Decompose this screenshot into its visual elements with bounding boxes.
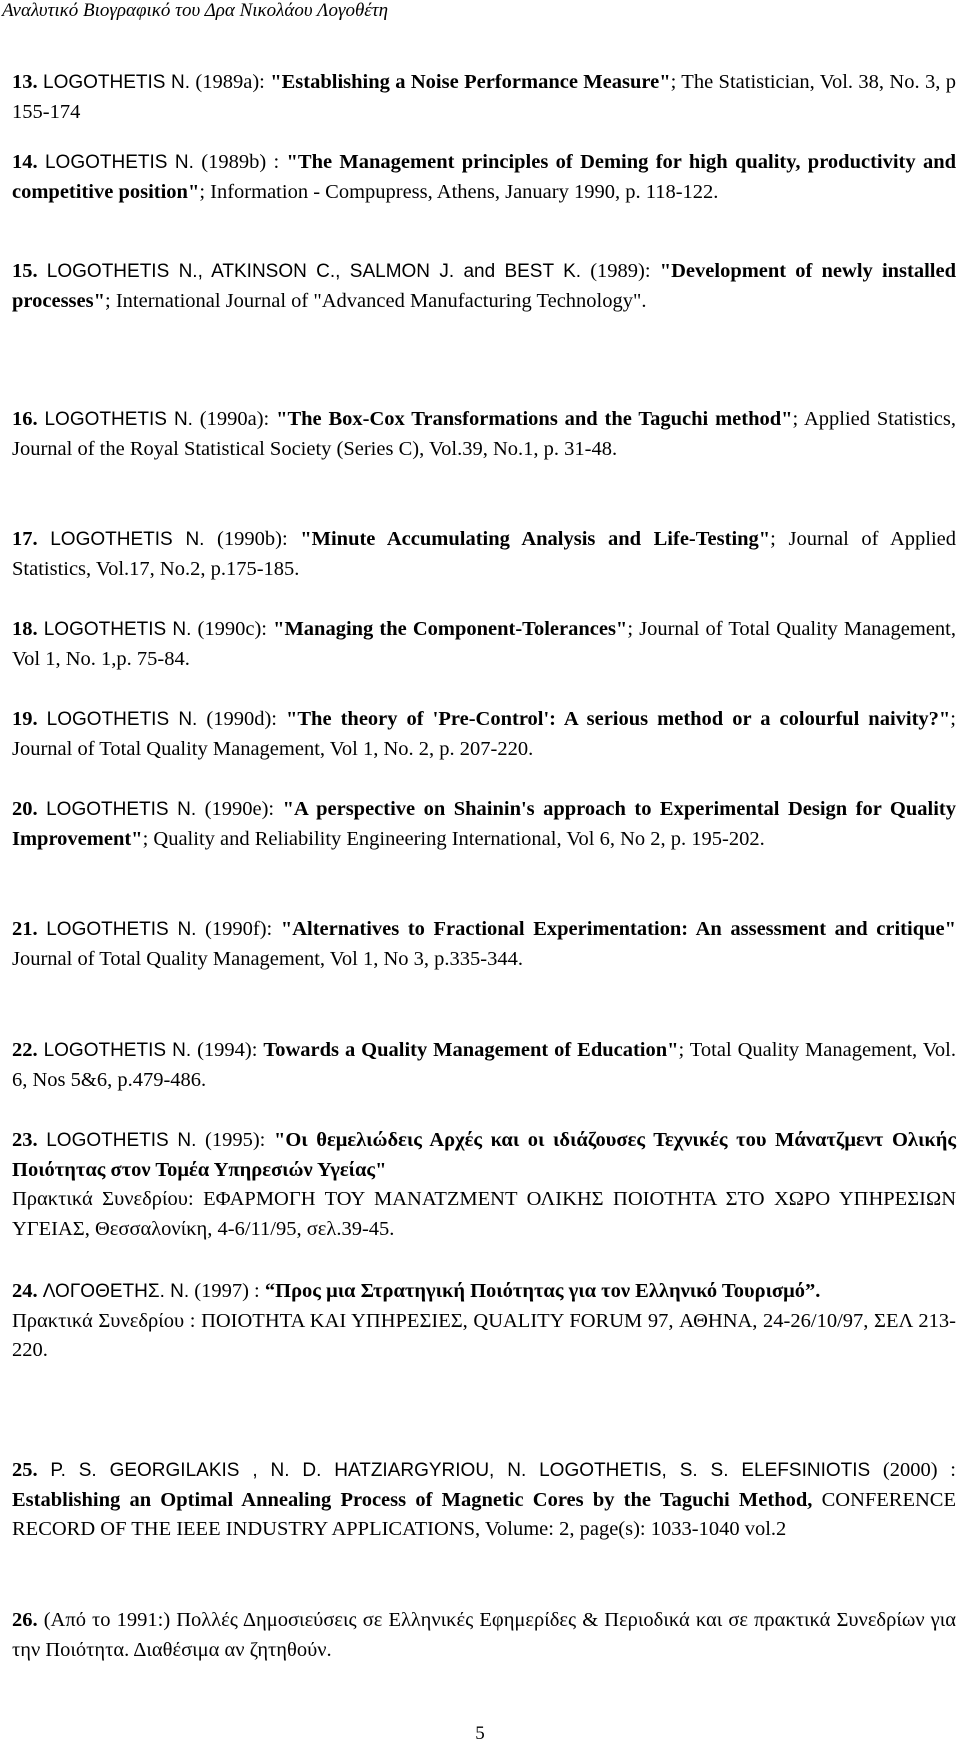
reference-number: 18.	[12, 618, 38, 640]
reference-year: (1990e):	[196, 798, 283, 820]
reference-year: (1989b) :	[193, 151, 287, 173]
reference-item	[12, 615, 956, 674]
reference-title: Establishing an Optimal Annealing Process of Magnetic Cores by the Taguchi Method,	[12, 1488, 813, 1511]
reference-number: 24.	[12, 1280, 38, 1302]
reference-source: ; International Journal of "Advanced Manufacturing Technology".	[105, 289, 647, 312]
reference-item	[12, 1277, 956, 1366]
reference-number: 15.	[12, 260, 38, 282]
reference-authors: LOGOTHETIS N.	[50, 529, 205, 550]
reference-item	[12, 795, 956, 854]
reference-year: (1990d):	[197, 708, 286, 730]
reference-number: 16.	[12, 408, 38, 430]
reference-number: 19.	[12, 708, 38, 730]
reference-proceedings: Πρακτικά Συνεδρίου : ΠΟΙΟΤΗΤΑ ΚΑΙ ΥΠΗΡΕΣΙΕΣ, QUALITY FORUM 97, ΑΘΗΝΑ, 24-26/10/97, ΣΕΛ 213-220.	[12, 1309, 956, 1361]
reference-authors: LOGOTHETIS N.	[46, 709, 198, 730]
reference-source: CONFERENCE RECORD OF THE IEEE INDUSTRY APPLICATIONS, Volume: 2, page(s): 1033-1040 vol.2	[12, 1488, 956, 1540]
reference-item	[12, 1456, 956, 1545]
reference-source: ; Applied Statistics, Journal of the Royal Statistical Society (Series C), Vol.39, No.1, p. 31-48.	[12, 408, 956, 460]
reference-title: "The theory of 'Pre-Control': A serious method or a colourful naivity?"	[286, 708, 951, 730]
reference-source: ; Journal of Total Quality Management, Vol 1, No. 1,p. 75-84.	[12, 618, 956, 670]
reference-authors: LOGOTHETIS N.	[43, 619, 192, 640]
reference-year: (1994):	[191, 1039, 264, 1061]
reference-authors: LOGOTHETIS N.	[46, 1130, 197, 1151]
reference-source: ; Journal of Total Quality Management, Vol 1, No. 2, p. 207-220.	[12, 708, 956, 760]
reference-number: 22.	[12, 1039, 38, 1061]
reference-number: 25.	[12, 1459, 38, 1481]
reference-authors: LOGOTHETIS N.	[46, 799, 197, 820]
reference-authors: LOGOTHETIS N.	[43, 1040, 192, 1061]
reference-title: "The Box-Cox Transformations and the Taguchi method"	[276, 408, 793, 430]
reference-year: (1989a):	[190, 71, 271, 93]
reference-number: 13.	[12, 71, 38, 93]
reference-title: "Οι θεμελιώδεις Αρχές και οι ιδιάζουσες Τεχνικές του Μάνατζμεντ Ολικής Ποιότητας στον Τομέα Υπηρεσιών Υγείας"	[12, 1129, 956, 1181]
reference-number: 23.	[12, 1129, 38, 1151]
reference-item	[12, 1606, 956, 1665]
reference-year: (2000) :	[870, 1459, 956, 1481]
reference-year: (1995):	[196, 1129, 274, 1151]
reference-authors: LOGOTHETIS N., ATKINSON C., SALMON J. and BEST K.	[46, 261, 582, 282]
reference-title: "Minute Accumulating Analysis and Life-Testing"	[300, 528, 771, 550]
page-number: 5	[475, 1723, 485, 1744]
reference-title: "A perspective on Shainin's approach to Experimental Design for Quality Improvement"	[12, 798, 956, 850]
reference-number: 20.	[12, 798, 38, 820]
reference-authors: LOGOTHETIS N.	[44, 409, 193, 430]
reference-title: "Establishing a Noise Performance Measure"	[270, 71, 671, 93]
reference-number: 17.	[12, 528, 38, 550]
reference-authors: LOGOTHETIS N.	[44, 152, 194, 173]
reference-item	[12, 1126, 956, 1244]
reference-item	[12, 68, 956, 127]
reference-source: ; Total Quality Management, Vol. 6, Nos 5&6, p.479-486.	[12, 1039, 956, 1091]
reference-source: ; Information - Compupress, Athens, January 1990, p. 118-122.	[199, 180, 719, 203]
reference-year: (1990a):	[192, 408, 277, 430]
reference-year: (1997) :	[189, 1280, 265, 1302]
reference-source: ; The Statistician, Vol. 38, No. 3, p 155-174	[12, 71, 956, 123]
reference-title: "Alternatives to Fractional Experimentation: An assessment and critique"	[280, 918, 956, 940]
reference-title: “Προς μια Στρατηγική Ποιότητας για τον Ελληνικό Τουρισμό”.	[264, 1280, 821, 1302]
reference-item	[12, 257, 956, 316]
reference-item	[12, 1036, 956, 1095]
reference-year: (1989):	[581, 260, 660, 282]
reference-item	[12, 525, 956, 584]
reference-item	[12, 148, 956, 207]
reference-source: Journal of Total Quality Management, Vol 1, No 3, p.335-344.	[12, 947, 524, 970]
reference-number: 14.	[12, 151, 38, 173]
reference-item	[12, 705, 956, 764]
reference-authors: ΛΟΓΟΘΕΤΗΣ. Ν.	[42, 1281, 190, 1302]
reference-authors: LOGOTHETIS N.	[43, 72, 191, 93]
reference-authors: LOGOTHETIS N.	[46, 919, 197, 940]
reference-year: (1990c):	[191, 618, 274, 640]
reference-number: 26.	[12, 1609, 38, 1631]
reference-year: (1990f):	[196, 918, 281, 940]
reference-item	[12, 405, 956, 464]
reference-authors: P. S. GEORGILAKIS , N. D. HATZIARGYRIOU, N. LOGOTHETIS, S. S. ELEFSINIOTIS	[50, 1460, 871, 1481]
reference-item	[12, 915, 956, 974]
reference-number: 21.	[12, 918, 38, 940]
reference-source: ; Journal of Applied Statistics, Vol.17, No.2, p.175-185.	[12, 528, 956, 580]
reference-year: (1990b):	[204, 528, 301, 550]
document-header: Αναλυτικό Βιογραφικό του Δρα Νικολάου Λογοθέτη	[2, 0, 388, 21]
reference-source: ; Quality and Reliability Engineering International, Vol 6, No 2, p. 195-202.	[142, 827, 765, 850]
reference-note: (Από το 1991:) Πολλές Δημοσιεύσεις σε Ελληνικές Εφημερίδες & Περιοδικά και σε πρακτικά Συνεδρίων για την Ποιότητα. Διαθέσιμα αν ζητηθούν.	[12, 1609, 956, 1661]
reference-proceedings: Πρακτικά Συνεδρίου: ΕΦΑΡΜΟΓΗ ΤΟΥ ΜΑΝΑΤΖΜΕΝΤ ΟΛΙΚΗΣ ΠΟΙΟΤΗΤΑ ΣΤΟ ΧΩΡΟ ΥΠΗΡΕΣΙΩΝ ΥΓΕΙΑΣ, Θεσσαλονίκη, 4-6/11/95, σελ.39-45.	[12, 1188, 956, 1240]
reference-title: "Development of newly installed processes"	[12, 260, 956, 312]
reference-title: Towards a Quality Management of Education"	[263, 1039, 679, 1061]
reference-title: "The Management principles of Deming for high quality, productivity and competitive position"	[12, 151, 957, 203]
reference-title: "Managing the Component-Tolerances"	[273, 618, 628, 640]
